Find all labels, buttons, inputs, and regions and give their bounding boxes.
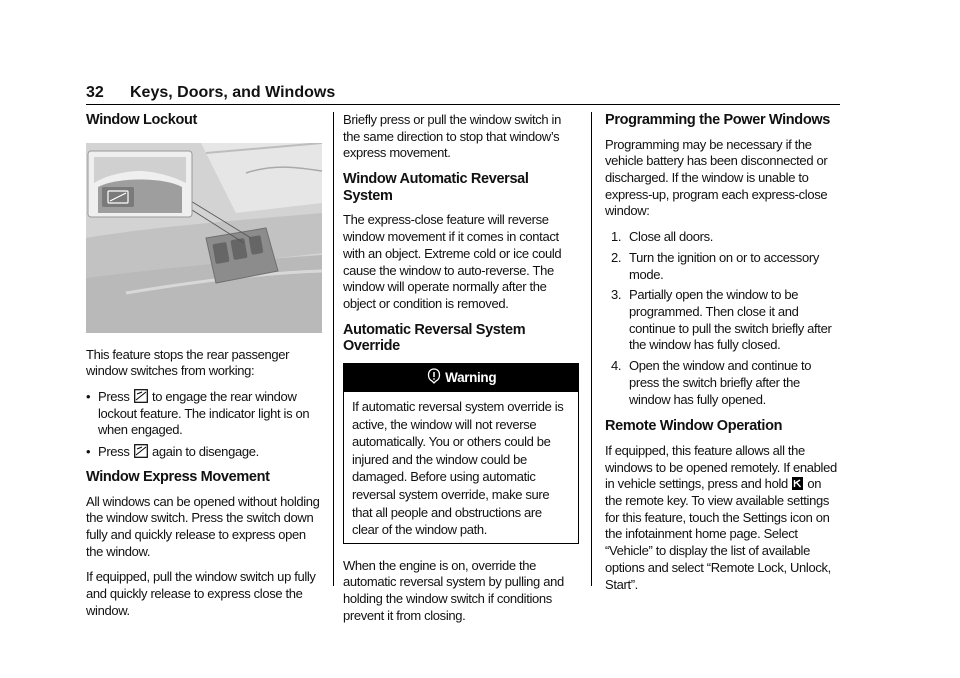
list-item: • Press again to disengage. (86, 444, 259, 460)
bullet-icon: • (86, 389, 91, 405)
heading-window-automatic-reversal-system: Window Automatic Reversal System (343, 171, 529, 204)
list-item: 1. Close all doors. (611, 229, 713, 245)
paragraph: When the engine is on, override the automatic reversal system by pulling and holding the window switch if conditions prevent it from closing. (343, 557, 564, 623)
column-divider (333, 112, 334, 586)
column-1 (86, 112, 322, 628)
page-header (86, 84, 840, 104)
warning-box (343, 363, 579, 544)
paragraph: If equipped, pull the window switch up fully and quickly release to express close the window. (86, 569, 316, 618)
list-item: 2. Turn the ignition on or to accessory mode. (611, 249, 819, 282)
list-item: • Press to engage the rear window lockout feature. The indicator light is on when engaged. (86, 389, 310, 438)
lockout-intro: This feature stops the rear passenger window switches from working: (86, 346, 290, 379)
warning-text: If automatic reversal system override is active, the window will not reverse automatically. You or others could be injured and the window could be damaged. Before using automatic reversal system override, make sure that all people and obstructions are clear of the window path. (352, 399, 564, 538)
warning-title: Warning (445, 370, 497, 386)
page-number: 32 (86, 84, 104, 101)
list-item: 3. Partially open the window to be programmed. Then close it and continue to pull the switch briefly after the window has fully closed. (611, 287, 832, 353)
warning-icon (427, 368, 441, 384)
column-3 (605, 112, 841, 602)
heading-remote-window-operation: Remote Window Operation (605, 418, 783, 435)
warning-header (344, 364, 578, 392)
column-divider (591, 112, 592, 586)
bullet-icon: • (86, 444, 91, 460)
paragraph: If equipped, this feature allows all the windows to be opened remotely. If enabled in vehicle settings, press and hold on the remote key. To view available settings for this feature, touch the Settings icon on the infotainment home page. Select “Vehicle” to display the list of available options and select “Remote Lock, Unlock, Start”. (605, 442, 837, 592)
list-item: 4. Open the window and continue to press the switch briefly after the window has fully opened. (611, 358, 812, 407)
heading-window-lockout: Window Lockout (86, 112, 197, 128)
paragraph: The express-close feature will reverse window movement if it comes in contact with an object. Extreme cold or ice could cause the window to auto-reverse. The window will operate normally after the object or condition is removed. (343, 212, 562, 311)
paragraph: Programming may be necessary if the vehicle battery has been disconnected or discharged. If the window is unable to express-up, program each express-close window: (605, 136, 828, 219)
window-lockout-illustration (86, 143, 322, 333)
remote-start-icon (792, 477, 803, 490)
heading-window-express-movement: Window Express Movement (86, 468, 270, 485)
heading-programming-power-windows: Programming the Power Windows (605, 112, 830, 128)
window-lockout-icon (134, 389, 148, 403)
programming-steps (605, 229, 841, 408)
heading-automatic-reversal-system-override: Automatic Reversal System Override (343, 321, 526, 355)
column-2 (343, 112, 579, 634)
paragraph: All windows can be opened without holding the window switch. Press the switch down fully and quickly release to express open the window. (86, 493, 320, 559)
header-rule (86, 104, 840, 105)
lockout-bullets (86, 389, 322, 461)
door-panel-drawing (86, 143, 322, 333)
paragraph: Briefly press or pull the window switch in the same direction to stop that window’s express movement. (343, 112, 561, 161)
chapter-title: Keys, Doors, and Windows (130, 84, 336, 101)
window-lockout-icon (134, 444, 148, 458)
